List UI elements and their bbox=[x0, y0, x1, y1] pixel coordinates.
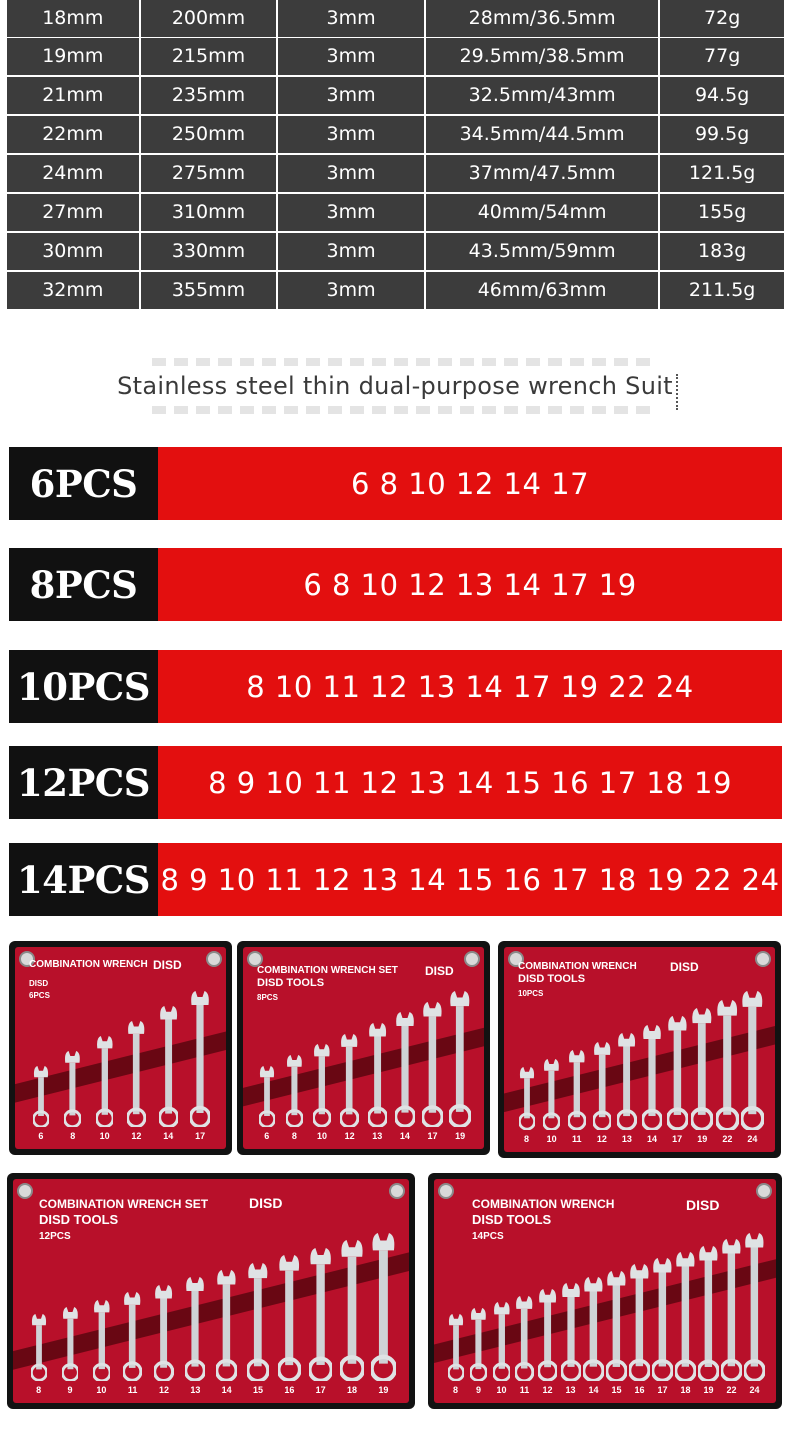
wrench-size-label: 12 bbox=[131, 1131, 142, 1141]
wrench-icon bbox=[629, 1264, 650, 1381]
wrench-icon bbox=[716, 1000, 738, 1131]
wrench-icon bbox=[33, 1066, 49, 1127]
set-sizes: 6 8 10 12 14 17 bbox=[158, 447, 782, 520]
spec-table-cell: 24mm bbox=[7, 155, 139, 192]
spec-table-row bbox=[7, 0, 784, 37]
grommet-icon bbox=[755, 951, 771, 967]
spec-table-cell: 21mm bbox=[7, 77, 139, 114]
faded-text-below bbox=[152, 406, 658, 414]
wrench-icon bbox=[698, 1246, 719, 1381]
suit-caption bbox=[112, 356, 678, 416]
spec-table-cell: 211.5g bbox=[660, 272, 784, 309]
wrench-icon bbox=[538, 1289, 557, 1381]
wrench-icon bbox=[368, 1023, 387, 1127]
spec-table-cell: 30mm bbox=[7, 233, 139, 270]
wrench-icon bbox=[667, 1016, 688, 1130]
spec-table-cell: 32.5mm/43mm bbox=[426, 77, 658, 114]
wrench-icon bbox=[449, 991, 471, 1127]
roll-title: COMBINATION WRENCH SET bbox=[257, 965, 398, 976]
wrench-icon bbox=[561, 1283, 581, 1381]
spec-table-cell: 355mm bbox=[141, 272, 277, 309]
roll-count: 10PCS bbox=[518, 989, 544, 998]
wrench-size-label: 19 bbox=[378, 1385, 389, 1395]
wrench-icon bbox=[675, 1252, 696, 1381]
wrench-icon bbox=[721, 1239, 742, 1381]
wrench-icon bbox=[185, 1277, 205, 1381]
wrench-size-label: 18 bbox=[346, 1385, 357, 1395]
set-label: 6PCS bbox=[9, 447, 158, 520]
spec-table-row bbox=[7, 77, 784, 114]
wrench-size-label: 19 bbox=[703, 1385, 714, 1395]
roll-count: 12PCS bbox=[39, 1231, 71, 1242]
wrench-icon bbox=[470, 1308, 487, 1381]
wrench-icon bbox=[617, 1033, 636, 1130]
spec-table-cell: 40mm/54mm bbox=[426, 194, 658, 231]
spec-table-cell: 37mm/47.5mm bbox=[426, 155, 658, 192]
set-label: 12PCS bbox=[9, 746, 158, 819]
spec-table-cell: 27mm bbox=[7, 194, 139, 231]
wrench-size-label: 13 bbox=[621, 1134, 632, 1144]
wrench-row bbox=[444, 1229, 766, 1395]
wrench-size-label: 14 bbox=[163, 1131, 174, 1141]
spec-table-cell: 155g bbox=[660, 194, 784, 231]
wrench-icon bbox=[583, 1277, 604, 1381]
spec-table-cell: 3mm bbox=[278, 0, 424, 37]
set-label: 10PCS bbox=[9, 650, 158, 723]
spec-table-cell: 28mm/36.5mm bbox=[426, 0, 658, 37]
spec-table-cell: 3mm bbox=[278, 233, 424, 270]
spec-table-cell: 22mm bbox=[7, 116, 139, 153]
wrench-icon bbox=[286, 1055, 303, 1127]
grommet-icon bbox=[756, 1183, 772, 1199]
wrench-size-label: 17 bbox=[195, 1131, 206, 1141]
grommet-icon bbox=[17, 1183, 33, 1199]
wrench-size-label: 9 bbox=[475, 1385, 481, 1395]
suit-caption-text: Stainless steel thin dual-purpose wrench Suit bbox=[117, 372, 673, 400]
wrench-size-label: 8 bbox=[291, 1131, 297, 1141]
spec-table-cell: 46mm/63mm bbox=[426, 272, 658, 309]
spec-table bbox=[7, 0, 784, 311]
wrench-size-label: 14 bbox=[399, 1131, 410, 1141]
roll-title: COMBINATION WRENCH bbox=[472, 1197, 615, 1211]
wrench-icon bbox=[543, 1059, 560, 1130]
spec-table-row bbox=[7, 155, 784, 192]
spec-table-cell: 43.5mm/59mm bbox=[426, 233, 658, 270]
caption-edge-divider bbox=[676, 374, 678, 410]
wrench-size-label: 8 bbox=[36, 1385, 42, 1395]
brand-logo: DISD bbox=[153, 958, 182, 972]
wrench-roll-10pcs bbox=[498, 941, 781, 1158]
wrench-size-label: 10 bbox=[496, 1385, 507, 1395]
wrench-roll-6pcs bbox=[9, 941, 232, 1155]
spec-table-cell: 19mm bbox=[7, 38, 139, 75]
grommet-icon bbox=[389, 1183, 405, 1199]
spec-table-cell: 235mm bbox=[141, 77, 277, 114]
wrench-size-label: 8 bbox=[452, 1385, 458, 1395]
spec-table-cell: 200mm bbox=[141, 0, 277, 37]
wrench-size-label: 13 bbox=[565, 1385, 576, 1395]
spec-table-cell: 3mm bbox=[278, 116, 424, 153]
roll-title: COMBINATION WRENCH SET bbox=[39, 1197, 209, 1211]
set-band-6pcs bbox=[9, 447, 782, 520]
brand-logo: DISD bbox=[249, 1195, 283, 1211]
wrench-size-label: 14 bbox=[221, 1385, 232, 1395]
wrench-icon bbox=[642, 1025, 662, 1130]
roll-title: COMBINATION WRENCH bbox=[518, 961, 637, 972]
spec-table-cell: 183g bbox=[660, 233, 784, 270]
wrench-size-label: 11 bbox=[519, 1385, 530, 1395]
wrench-icon bbox=[691, 1008, 713, 1130]
spec-table-row bbox=[7, 233, 784, 270]
roll-brand: DISD TOOLS bbox=[518, 973, 586, 985]
wrench-icon bbox=[31, 1314, 47, 1381]
wrench-icon bbox=[62, 1307, 79, 1381]
wrench-icon bbox=[652, 1258, 673, 1381]
spec-table-row bbox=[7, 194, 784, 231]
wrench-size-label: 19 bbox=[455, 1131, 466, 1141]
grommet-icon bbox=[464, 951, 480, 967]
wrench-icon bbox=[340, 1034, 358, 1127]
wrench-size-label: 16 bbox=[634, 1385, 645, 1395]
wrench-size-label: 13 bbox=[372, 1131, 383, 1141]
wrench-size-label: 10 bbox=[546, 1134, 557, 1144]
wrench-icon bbox=[371, 1233, 396, 1381]
spec-table-cell: 215mm bbox=[141, 38, 277, 75]
wrench-roll-14pcs bbox=[428, 1173, 782, 1409]
wrench-icon bbox=[448, 1314, 464, 1381]
spec-table-row bbox=[7, 272, 784, 309]
brand-logo: DISD bbox=[425, 964, 454, 978]
roll-count: 8PCS bbox=[257, 993, 278, 1002]
wrench-icon bbox=[606, 1271, 627, 1381]
wrench-icon bbox=[259, 1066, 275, 1127]
spec-table-cell: 29.5mm/38.5mm bbox=[426, 38, 658, 75]
set-sizes: 8 9 10 11 12 13 14 15 16 17 18 19 22 24 bbox=[158, 843, 782, 916]
wrench-size-label: 22 bbox=[722, 1134, 733, 1144]
wrench-size-label: 17 bbox=[657, 1385, 668, 1395]
spec-table-cell: 94.5g bbox=[660, 77, 784, 114]
wrench-size-label: 12 bbox=[344, 1131, 355, 1141]
set-band-14pcs bbox=[9, 843, 782, 916]
set-sizes: 6 8 10 12 13 14 17 19 bbox=[158, 548, 782, 621]
spec-table-cell: 3mm bbox=[278, 38, 424, 75]
set-label: 14PCS bbox=[9, 843, 158, 916]
wrench-icon bbox=[93, 1300, 111, 1381]
wrench-row bbox=[25, 987, 216, 1141]
wrench-size-label: 14 bbox=[647, 1134, 658, 1144]
spec-table-cell: 3mm bbox=[278, 194, 424, 231]
wrench-size-label: 10 bbox=[96, 1385, 107, 1395]
wrench-row bbox=[23, 1229, 399, 1395]
set-band-12pcs bbox=[9, 746, 782, 819]
roll-count: 14PCS bbox=[472, 1231, 504, 1242]
wrench-icon bbox=[519, 1067, 535, 1130]
wrench-size-label: 24 bbox=[747, 1134, 758, 1144]
spec-table-cell: 310mm bbox=[141, 194, 277, 231]
wrench-size-label: 15 bbox=[252, 1385, 263, 1395]
wrench-icon bbox=[96, 1036, 114, 1127]
roll-count: 6PCS bbox=[29, 991, 50, 1000]
wrench-size-label: 10 bbox=[99, 1131, 110, 1141]
spec-table-cell: 330mm bbox=[141, 233, 277, 270]
wrench-size-label: 11 bbox=[127, 1385, 138, 1395]
wrench-size-label: 6 bbox=[38, 1131, 44, 1141]
set-sizes: 8 10 11 12 13 14 17 19 22 24 bbox=[158, 650, 782, 723]
spec-table-cell: 77g bbox=[660, 38, 784, 75]
spec-table-cell: 99.5g bbox=[660, 116, 784, 153]
spec-table-cell: 3mm bbox=[278, 155, 424, 192]
roll-brand: DISD TOOLS bbox=[257, 977, 325, 989]
wrench-size-label: 17 bbox=[315, 1385, 326, 1395]
wrench-size-label: 12 bbox=[542, 1385, 553, 1395]
spec-table-row bbox=[7, 38, 784, 75]
roll-brand: DISD bbox=[29, 979, 49, 988]
wrench-icon bbox=[741, 991, 764, 1130]
set-label: 8PCS bbox=[9, 548, 158, 621]
wrench-icon bbox=[123, 1292, 141, 1381]
wrench-icon bbox=[515, 1296, 533, 1381]
wrench-row bbox=[514, 987, 765, 1144]
wrench-icon bbox=[159, 1006, 178, 1127]
roll-brand: DISD TOOLS bbox=[39, 1212, 119, 1227]
wrench-size-label: 18 bbox=[680, 1385, 691, 1395]
brand-logo: DISD bbox=[670, 960, 699, 974]
wrench-size-label: 17 bbox=[672, 1134, 683, 1144]
brand-logo: DISD bbox=[686, 1197, 720, 1213]
wrench-icon bbox=[593, 1042, 611, 1130]
wrench-roll-8pcs bbox=[237, 941, 490, 1155]
set-band-10pcs bbox=[9, 650, 782, 723]
wrench-size-label: 12 bbox=[596, 1134, 607, 1144]
wrench-size-label: 12 bbox=[158, 1385, 169, 1395]
wrench-roll-12pcs bbox=[7, 1173, 415, 1409]
wrench-size-label: 22 bbox=[726, 1385, 737, 1395]
set-sizes: 8 9 10 11 12 13 14 15 16 17 18 19 bbox=[158, 746, 782, 819]
spec-table-row bbox=[7, 116, 784, 153]
grommet-icon bbox=[206, 951, 222, 967]
wrench-size-label: 11 bbox=[571, 1134, 582, 1144]
wrench-size-label: 16 bbox=[284, 1385, 295, 1395]
faded-text-above bbox=[152, 358, 658, 366]
wrench-icon bbox=[340, 1240, 364, 1381]
spec-table-cell: 3mm bbox=[278, 272, 424, 309]
wrench-icon bbox=[216, 1270, 237, 1381]
wrench-size-label: 6 bbox=[264, 1131, 270, 1141]
wrench-icon bbox=[247, 1263, 269, 1381]
spec-table-cell: 72g bbox=[660, 0, 784, 37]
wrench-size-label: 10 bbox=[317, 1131, 328, 1141]
wrench-icon bbox=[395, 1012, 415, 1127]
wrench-icon bbox=[154, 1285, 173, 1381]
roll-title: COMBINATION WRENCH bbox=[29, 959, 148, 970]
spec-table-cell: 275mm bbox=[141, 155, 277, 192]
wrench-icon bbox=[744, 1233, 765, 1381]
spec-table-cell: 3mm bbox=[278, 77, 424, 114]
wrench-size-label: 19 bbox=[697, 1134, 708, 1144]
wrench-icon bbox=[278, 1255, 300, 1381]
spec-table-cell: 250mm bbox=[141, 116, 277, 153]
roll-brand: DISD TOOLS bbox=[472, 1212, 552, 1227]
wrench-size-label: 13 bbox=[190, 1385, 201, 1395]
wrench-size-label: 14 bbox=[588, 1385, 599, 1395]
wrench-size-label: 17 bbox=[427, 1131, 438, 1141]
wrench-size-label: 15 bbox=[611, 1385, 622, 1395]
wrench-icon bbox=[309, 1248, 332, 1381]
wrench-size-label: 24 bbox=[749, 1385, 760, 1395]
set-band-8pcs bbox=[9, 548, 782, 621]
wrench-size-label: 9 bbox=[67, 1385, 73, 1395]
wrench-icon bbox=[64, 1051, 81, 1127]
spec-table-cell: 18mm bbox=[7, 0, 139, 37]
wrench-size-label: 8 bbox=[70, 1131, 76, 1141]
wrench-icon bbox=[568, 1050, 586, 1130]
wrench-size-label: 8 bbox=[524, 1134, 530, 1144]
spec-table-cell: 121.5g bbox=[660, 155, 784, 192]
spec-table-cell: 34.5mm/44.5mm bbox=[426, 116, 658, 153]
grommet-icon bbox=[438, 1183, 454, 1199]
wrench-row bbox=[253, 987, 474, 1141]
wrench-icon bbox=[313, 1044, 331, 1127]
wrench-icon bbox=[127, 1021, 145, 1127]
spec-table-cell: 32mm bbox=[7, 272, 139, 309]
wrench-icon bbox=[493, 1302, 511, 1381]
wrench-icon bbox=[422, 1002, 443, 1127]
wrench-icon bbox=[190, 991, 210, 1127]
